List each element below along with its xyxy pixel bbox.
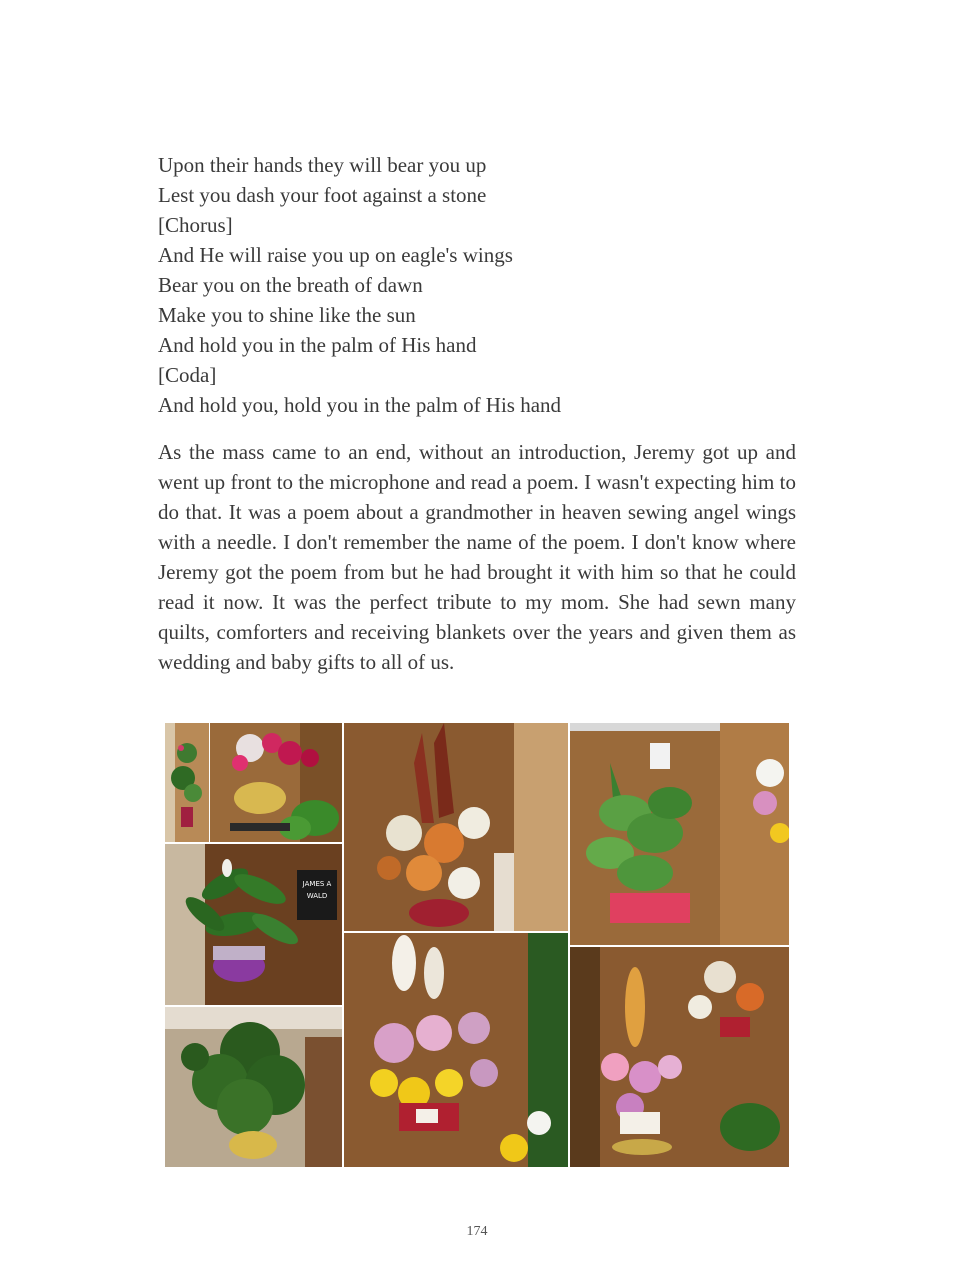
lyric-line: And hold you in the palm of His hand bbox=[158, 333, 477, 357]
memorial-card-text: WALD bbox=[306, 892, 328, 900]
photo-gladiolus-arrangement bbox=[344, 933, 568, 1167]
lyric-line: Bear you on the breath of dawn bbox=[158, 273, 423, 297]
memorial-card-text: JAMES A bbox=[302, 880, 332, 888]
lyric-line: Make you to shine like the sun bbox=[158, 303, 416, 327]
lyric-line: Upon their hands they will bear you up bbox=[158, 153, 487, 177]
photo-mum-arrangement bbox=[344, 723, 568, 931]
lyric-line: Lest you dash your foot against a stone bbox=[158, 183, 487, 207]
photo-small-plant bbox=[165, 723, 209, 842]
lyric-line: [Chorus] bbox=[158, 213, 233, 237]
photo-peace-lily bbox=[165, 844, 342, 1005]
photo-arrowhead-plant bbox=[570, 723, 789, 945]
body-paragraph: As the mass came to an end, without an introduction, Jeremy got up and went up front to the microphone and read a poem. I wasn't expecting him to do that. It was a poem about a grandmother in heaven sewing angel wings with a needle. I don't remember the name of the poem. I don't know where Jeremy got the poem from but he had brought it with him so that he could read it now. It was the perfect tribute to my mom. She had sewn many quilts, comforters and receiving blankets over the years and given them as wedding and baby gifts to all of us. bbox=[158, 440, 796, 674]
lyric-line: And hold you, hold you in the palm of His hand bbox=[158, 393, 562, 417]
page-number: 174 bbox=[466, 1224, 488, 1239]
photo-snapdragon-basket bbox=[570, 947, 789, 1167]
lyrics-block bbox=[158, 150, 798, 420]
photo-basket-arrangement bbox=[210, 723, 342, 842]
flower-photo-collage bbox=[165, 723, 789, 1167]
photo-schefflera bbox=[165, 1007, 342, 1167]
lyric-line: And He will raise you up on eagle's wings bbox=[158, 243, 513, 267]
lyric-line: [Coda] bbox=[158, 363, 217, 387]
